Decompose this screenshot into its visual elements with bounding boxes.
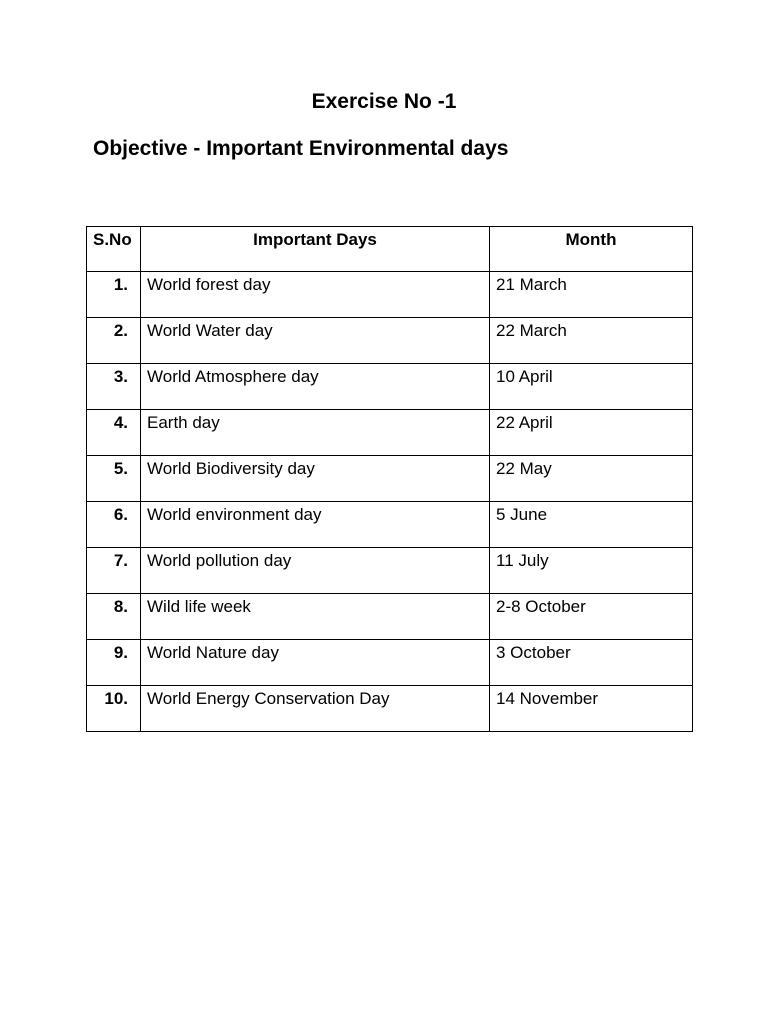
table-row: [87, 640, 693, 686]
row-month: 21 March: [490, 272, 693, 318]
row-sno: 2.: [87, 318, 141, 364]
row-day: World Atmosphere day: [141, 364, 490, 410]
environmental-days-table: [86, 226, 693, 732]
header-month: Month: [490, 227, 693, 272]
row-month: 11 July: [490, 548, 693, 594]
row-day: World Energy Conservation Day: [141, 686, 490, 732]
table-row: [87, 548, 693, 594]
row-sno: 9.: [87, 640, 141, 686]
table-header-row: [87, 227, 693, 272]
row-month: 22 April: [490, 410, 693, 456]
row-day: World Water day: [141, 318, 490, 364]
table-row: [87, 456, 693, 502]
row-day: World environment day: [141, 502, 490, 548]
page-title: Exercise No -1: [311, 90, 457, 113]
row-month: 5 June: [490, 502, 693, 548]
row-sno: 1.: [87, 272, 141, 318]
row-sno: 5.: [87, 456, 141, 502]
row-month: 2-8 October: [490, 594, 693, 640]
row-sno: 3.: [87, 364, 141, 410]
row-month: 22 March: [490, 318, 693, 364]
row-sno: 7.: [87, 548, 141, 594]
row-sno: 8.: [87, 594, 141, 640]
row-month: 3 October: [490, 640, 693, 686]
row-day: World pollution day: [141, 548, 490, 594]
table-row: [87, 686, 693, 732]
row-day: World Biodiversity day: [141, 456, 490, 502]
table-row: [87, 410, 693, 456]
table-row: [87, 318, 693, 364]
header-sno: S.No: [87, 227, 141, 272]
row-month: 22 May: [490, 456, 693, 502]
header-important-days: Important Days: [141, 227, 490, 272]
row-month: 10 April: [490, 364, 693, 410]
row-month: 14 November: [490, 686, 693, 732]
row-day: World forest day: [141, 272, 490, 318]
row-day: Wild life week: [141, 594, 490, 640]
table-row: [87, 272, 693, 318]
row-day: World Nature day: [141, 640, 490, 686]
table-row: [87, 594, 693, 640]
row-day: Earth day: [141, 410, 490, 456]
row-sno: 6.: [87, 502, 141, 548]
row-sno: 4.: [87, 410, 141, 456]
row-sno: 10.: [87, 686, 141, 732]
table-row: [87, 502, 693, 548]
objective-heading: Objective - Important Environmental days: [93, 137, 509, 160]
table-row: [87, 364, 693, 410]
